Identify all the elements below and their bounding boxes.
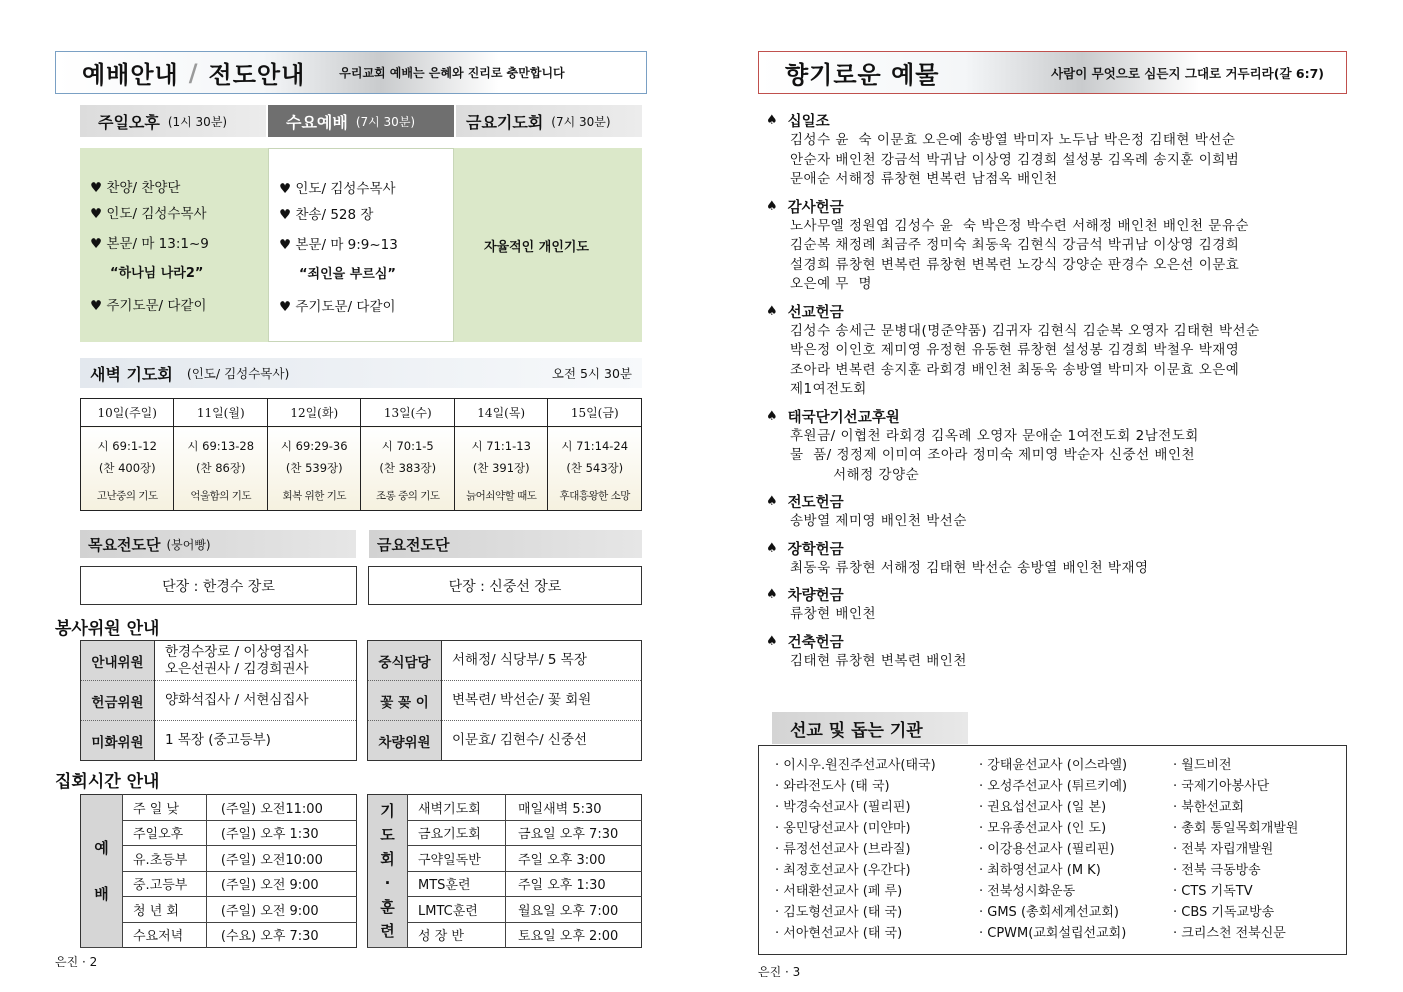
friday-team-leader: 단장 : 신중선 장로 (368, 566, 642, 605)
spade-icon: ♠ (766, 408, 778, 424)
offering-names: 김성수 윤 숙 이문효 오은예 송방열 박미자 노두남 박은정 김태현 박선순 (790, 132, 1236, 148)
meeting-time: 주일 오후 1:30 (506, 871, 642, 897)
service-item: 자율적인 개인기도 (484, 240, 589, 255)
reading-text: 시 69:13-28 (187, 439, 255, 453)
spade-icon: ♠ (766, 198, 778, 214)
dawn-prayer-title: 새벽 기도회 (90, 364, 173, 384)
mission-item: · 강태윤선교사 (이스라엘) (979, 758, 1128, 773)
meeting-time: (주일) 오전10:00 (206, 846, 356, 872)
meeting-time: 매일새벽 5:30 (506, 795, 642, 821)
reading-cell (267, 427, 361, 511)
volunteer-names: 서해정/ 식당부/ 5 목장 (442, 641, 642, 681)
spade-icon: ♠ (766, 587, 778, 602)
mission-item: · 류정선선교사 (브라질) (775, 842, 911, 857)
page-number-left: 은진 · 2 (55, 955, 98, 969)
page-title-second: 전도안내 (208, 61, 306, 89)
offering-group (766, 538, 1346, 579)
offering-names: 김태현 류창현 변복련 배인천 (790, 652, 967, 669)
meeting-name: 구약일독반 (408, 846, 506, 872)
service-name: 주일오후 (98, 112, 160, 132)
service-detail-sunday (80, 148, 268, 342)
meeting-name: 수요저녁 (123, 922, 207, 948)
volunteer-role: 중식담당 (368, 641, 442, 681)
dawn-prayer-header (80, 358, 642, 388)
mission-item: · 옹민당선교사 (미얀마) (775, 821, 911, 836)
reading-text: 시 70:1-5 (381, 439, 434, 453)
page-subtitle: 우리교회 예배는 은혜와 진리로 충만합니다 (339, 66, 565, 80)
meeting-name: 주일오후 (123, 820, 207, 846)
mission-item: · GMS (총회세계선교회) (979, 905, 1119, 920)
meeting-time: 주일 오후 3:00 (506, 846, 642, 872)
meeting-time: (주일) 오후 1:30 (206, 820, 356, 846)
left-title-banner (55, 51, 647, 94)
reading-cell (454, 427, 547, 511)
sermon-title: “죄인을 부르심” (299, 267, 396, 282)
reading-text: 시 71:1-13 (471, 439, 531, 453)
missions-column-2 (979, 755, 1127, 944)
mission-item: · 서태환선교사 (페 루) (775, 884, 903, 899)
meeting-name: MTS훈련 (408, 871, 506, 897)
meeting-time: (주일) 오전 9:00 (206, 871, 356, 897)
mission-item: · 최하영선교사 (M K) (979, 863, 1101, 878)
service-header-sunday (80, 105, 266, 137)
volunteer-names: 이문효/ 김현수/ 신중선 (452, 732, 588, 748)
meeting-name: 청 년 회 (123, 897, 207, 923)
spade-icon: ♠ (766, 303, 778, 319)
thursday-team-title: 목요전도단 (88, 535, 161, 554)
missions-box (758, 745, 1347, 955)
meeting-name: 주 일 낮 (123, 795, 207, 821)
offering-group-title: 십일조 (787, 114, 830, 130)
service-item: ♥ 본문/ 마 13:1~9 (90, 236, 209, 252)
reading-cell (548, 427, 642, 511)
offering-group (766, 301, 1346, 400)
offering-names: 설경희 류창현 변복련 류창현 변복련 노강식 강양순 판경수 오은선 이문효 (790, 256, 1240, 273)
page-number-right: 은진 · 3 (758, 965, 801, 979)
side-char: 련 (380, 922, 395, 940)
offering-title: 향기로운 예물 (785, 61, 940, 89)
mission-item: · 전북 극동방송 (1173, 863, 1261, 878)
offering-group-title: 장학헌금 (787, 541, 844, 558)
service-time: (7시 30분) (551, 114, 611, 129)
offering-names: 류창현 배인천 (790, 606, 877, 622)
mission-item: · 최정호선교사 (우간다) (775, 863, 911, 878)
volunteer-section-title: 봉사위원 안내 (55, 619, 160, 639)
reading-cell (81, 427, 174, 511)
right-title-banner (758, 51, 1347, 94)
offering-names: 박은정 이인호 제미영 유정현 유동현 류창현 설성봉 김경희 박철우 박재영 (790, 342, 1240, 358)
mission-item: · 크리스천 전북신문 (1173, 926, 1286, 941)
hymn: (찬 391장) (472, 461, 530, 475)
day-cell: 14일(목) (454, 399, 547, 427)
service-item: ♥ 찬송/ 528 장 (279, 207, 374, 223)
training-side-label (368, 795, 408, 948)
reading-cell (361, 427, 454, 511)
thursday-team-header (80, 530, 356, 558)
meeting-name: 중.고등부 (123, 871, 207, 897)
day-cell: 11일(월) (174, 399, 268, 427)
prayer-theme: 억울함의 기도 (190, 490, 252, 502)
offering-names: 후원금/ 이협천 라회경 김옥례 오영자 문애순 1여전도회 2남전도회 (790, 427, 1199, 444)
side-char: 배 (94, 885, 109, 903)
volunteer-names: 변복련/ 박선순/ 꽃 회원 (442, 681, 642, 721)
offering-list (766, 110, 1346, 671)
reading-text: 시 71:14-24 (561, 439, 629, 453)
mission-item: · 김도형선교사 (태 국) (775, 905, 903, 920)
training-schedule-table (367, 794, 642, 948)
page-title: 예배안내 (82, 61, 179, 89)
prayer-theme: 고난중의 기도 (96, 490, 158, 502)
offering-names: 오은예 무 명 (790, 276, 873, 292)
meeting-name: 유.초등부 (123, 846, 207, 872)
mission-item: · 월드비전 (1173, 758, 1232, 773)
volunteer-line: 한경수장로 / 이상영집사 (165, 643, 309, 660)
missions-column-1 (775, 755, 936, 944)
service-item: ♥ 찬양/ 찬양단 (90, 180, 181, 196)
thursday-team-note: (붕어빵) (166, 537, 211, 552)
offering-names: 노사무엘 정원엽 김성수 윤 숙 박은정 박수련 서해정 배인천 배인천 문유순 (790, 217, 1249, 234)
mission-item: · CBS 기독교방송 (1173, 905, 1275, 920)
reading-text: 시 69:29-36 (280, 439, 348, 453)
mission-item: · 전북성시화운동 (979, 884, 1076, 899)
sermon-title: “하나님 나라2” (110, 266, 204, 281)
offering-names: 물 품/ 정정제 이미여 조아라 정미숙 제미영 박순자 신중선 배인천 (790, 447, 1196, 463)
volunteer-names: 1 목장 (중고등부) (165, 732, 271, 748)
offering-group-title: 태국단기선교후원 (787, 409, 900, 426)
offering-names: 송방열 제미영 배인천 박선순 (790, 513, 967, 529)
side-char: 기 (380, 802, 395, 820)
volunteer-line: 오은선권사 / 김경희권사 (165, 660, 309, 677)
side-char: 예 (94, 839, 109, 857)
mission-item: · 모유종선교사 (인 도) (979, 821, 1107, 836)
service-detail-wednesday (268, 148, 454, 342)
mission-item: · CPWM(교회설립선교회) (979, 926, 1127, 941)
offering-names: 서해정 강양순 (790, 466, 920, 483)
volunteer-names (155, 641, 357, 681)
mission-item: · 이강용선교사 (필리핀) (979, 842, 1115, 857)
mission-item: · 총회 통일목회개발원 (1173, 821, 1299, 836)
meeting-name: 금요기도회 (408, 820, 506, 846)
offering-names: 최동욱 류창현 서해정 김태현 박선순 송방열 배인천 박재영 (790, 559, 1149, 576)
offering-names: 안순자 배인천 강금석 박귀남 이상영 김경희 설성봉 김옥례 송지훈 이희범 (790, 151, 1240, 168)
offering-group-title: 감사헌금 (787, 199, 844, 216)
volunteer-role: 헌금위원 (81, 681, 155, 721)
offering-group (766, 196, 1346, 295)
day-cell: 13일(수) (361, 399, 454, 427)
dawn-prayer-time: 오전 5시 30분 (551, 366, 632, 381)
offering-group (766, 584, 1346, 625)
service-item: ♥ 주기도문/ 다같이 (279, 299, 396, 315)
reading-cell (174, 427, 268, 511)
hymn: (찬 383장) (379, 461, 437, 475)
prayer-theme: 후대흥왕한 소망 (559, 490, 630, 502)
meeting-time: (수요) 오후 7:30 (220, 929, 319, 945)
meeting-name: LMTC훈련 (408, 897, 506, 923)
prayer-theme: 늙어쇠약할 때도 (466, 490, 537, 502)
meeting-name: 성 장 반 (408, 922, 506, 948)
volunteer-role: 꽃 꽂 이 (368, 681, 442, 721)
prayer-theme: 조롱 중의 기도 (375, 490, 440, 502)
hymn: (찬 539장) (285, 461, 343, 475)
offering-subtitle: 사람이 무엇으로 심든지 그대로 거두리라(갈 6:7) (1051, 65, 1324, 81)
missions-column-3 (1173, 755, 1298, 944)
service-name: 금요기도회 (466, 112, 544, 132)
side-char: 회 (380, 850, 395, 868)
volunteer-table-right (367, 640, 642, 761)
day-cell: 15일(금) (548, 399, 642, 427)
friday-team-header (369, 530, 642, 558)
meeting-time: (주일) 오전 9:00 (206, 897, 356, 923)
service-item: ♥ 인도/ 김성수목사 (90, 206, 207, 222)
service-name: 수요예배 (286, 112, 348, 132)
worship-side-label (81, 795, 123, 948)
mission-item: · 서아현선교사 (태 국) (775, 926, 903, 941)
offering-names: 김성수 송세근 문병대(명준약품) 김귀자 김현식 김순복 오영자 김태현 박선순 (790, 322, 1260, 339)
hymn: (찬 543장) (566, 461, 624, 475)
mission-item: · 와라전도사 (태 국) (775, 779, 890, 794)
service-detail-friday (454, 148, 642, 342)
spade-icon: ♠ (766, 540, 778, 556)
offering-group-title: 건축헌금 (787, 634, 844, 651)
volunteer-role: 안내위원 (81, 641, 155, 681)
service-item: ♥ 본문/ 마 9:9~13 (279, 237, 398, 253)
offering-names: 문애순 서해정 류창현 변복련 남점옥 배인천 (790, 171, 1058, 187)
dawn-prayer-week-table (80, 398, 642, 511)
service-time: (7시 30분) (355, 114, 416, 129)
service-time: (1시 30분) (167, 114, 228, 129)
friday-team-title: 금요전도단 (377, 535, 450, 554)
mission-item: · 오성주선교사 (튀르키예) (979, 779, 1128, 794)
hymn: (찬 400장) (98, 461, 156, 475)
meeting-time: 토요일 오후 2:00 (518, 929, 619, 945)
service-header-friday (456, 105, 642, 137)
thursday-team-leader: 단장 : 한경수 장로 (80, 566, 357, 605)
offering-group (766, 491, 1346, 532)
meeting-time: 금요일 오후 7:30 (506, 820, 642, 846)
offering-group (766, 631, 1346, 672)
volunteer-names: 양화석집사 / 서현심집사 (155, 681, 357, 721)
spade-icon: ♠ (766, 113, 778, 128)
side-char: · (384, 874, 391, 892)
mission-item: · 박경숙선교사 (필리핀) (775, 800, 911, 815)
spade-icon: ♠ (766, 633, 778, 649)
side-char: 훈 (380, 898, 395, 916)
offering-group (766, 110, 1346, 190)
offering-group-title: 선교헌금 (787, 304, 844, 321)
offering-names: 조아라 변복련 송지훈 라회경 배인천 최동욱 송방열 박미자 이문효 오은예 (790, 361, 1240, 378)
mission-item: · 전북 자립개발원 (1173, 842, 1274, 857)
meeting-time: 월요일 오후 7:00 (506, 897, 642, 923)
service-header-wednesday (268, 105, 454, 137)
missions-header: 선교 및 돕는 기관 (772, 712, 968, 744)
volunteer-role: 차량위원 (368, 721, 442, 761)
meeting-section-title: 집회시간 안내 (55, 772, 160, 792)
reading-text: 시 69:1-12 (97, 439, 157, 453)
mission-item: · CTS 기독TV (1173, 884, 1253, 899)
day-cell: 10일(주일) (81, 399, 174, 427)
worship-schedule-table (80, 794, 357, 948)
meeting-time: (주일) 오전11:00 (206, 795, 356, 821)
side-char: 도 (380, 826, 395, 844)
offering-group-title: 차량헌금 (787, 588, 844, 604)
dawn-prayer-leader: (인도/ 김성수목사) (186, 366, 290, 381)
meeting-name: 새벽기도회 (408, 795, 506, 821)
title-separator: / (188, 58, 199, 87)
spade-icon: ♠ (766, 494, 778, 509)
mission-item: · 북한선교회 (1173, 800, 1245, 815)
mission-item: · 이시우.원진주선교사(태국) (775, 758, 936, 773)
offering-names: 제1여전도회 (790, 381, 867, 397)
volunteer-role: 미화위원 (81, 721, 155, 761)
hymn: (찬 86장) (195, 461, 246, 475)
offering-group (766, 406, 1346, 486)
offering-names: 김순복 채정례 최금주 정미숙 최동욱 김현식 강금석 박귀남 이상영 김경희 (790, 237, 1240, 253)
service-item: ♥ 인도/ 김성수목사 (279, 181, 396, 197)
prayer-theme: 회복 위한 기도 (282, 490, 346, 502)
day-cell: 12일(화) (267, 399, 361, 427)
volunteer-table-left (80, 640, 357, 761)
offering-group-title: 전도헌금 (787, 495, 844, 511)
service-item: ♥ 주기도문/ 다같이 (90, 298, 207, 314)
mission-item: · 권요섭선교사 (일 본) (979, 800, 1107, 815)
mission-item: · 국제기아봉사단 (1173, 779, 1270, 794)
